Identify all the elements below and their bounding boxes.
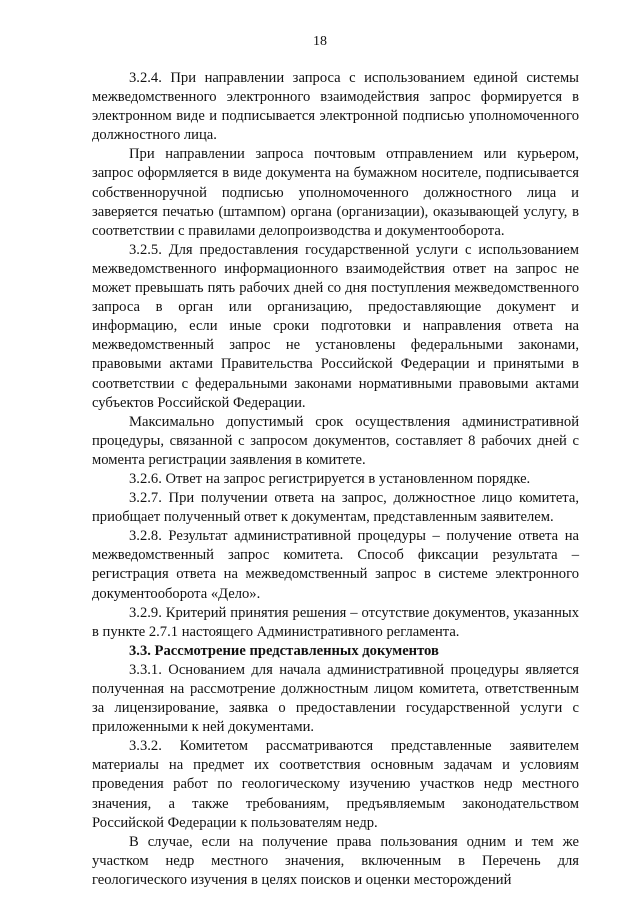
paragraph-3-3-2: 3.3.2. Комитетом рассматриваются представленные заявителем материалы на предмет их соответствия основным задачам и условиям проведения работ по геологическому изучению участков недр местного значения, а также требованиям, предъявляемым законодательством Российской Федерации к пользователям недр. xyxy=(92,738,579,831)
paragraph-postal-request: При направлении запроса почтовым отправлением или курьером, запрос оформляется в виде документа на бумажном носителе, подписывается собственноручной подписью уполномоченного должностного лица и заверяется печатью (штампом) органа (организации), оказывающей услугу, в соответствии с правилами делопроизводства и документооборота. xyxy=(92,146,579,239)
page-number: 18 xyxy=(313,34,327,49)
paragraph-3-2-7: 3.2.7. При получении ответа на запрос, должностное лицо комитета, приобщает полученный ответ к документам, представленным заявителем. xyxy=(92,490,579,526)
section-heading-3-3: 3.3. Рассмотрение представленных документов xyxy=(129,642,439,659)
paragraph-3-2-9: 3.2.9. Критерий принятия решения – отсутствие документов, указанных в пункте 2.7.1 настоящего Административного регламента. xyxy=(92,604,579,640)
paragraph-3-2-8: 3.2.8. Результат административной процедуры – получение ответа на межведомственный запрос комитета. Способ фиксации результата – регистрация ответа на межведомственный запрос в системе электронного документооборота «Дело». xyxy=(92,528,579,602)
paragraph-same-plot: В случае, если на получение права пользования одним и тем же участком недр местного значения, включенным в Перечень для геологического изучения в целях поисков и оценки месторождений xyxy=(92,833,579,888)
paragraph-3-2-4: 3.2.4. При направлении запроса с использованием единой системы межведомственного электронного взаимодействия запрос формируется в электронном виде и подписывается электронной подписью уполномоченного должностного лица. xyxy=(92,70,579,144)
document-body xyxy=(92,69,579,890)
paragraph-max-term: Максимально допустимый срок осуществления административной процедуры, связанной с запросом документов, составляет 8 рабочих дней с момента регистрации заявления в комитете. xyxy=(92,413,579,468)
paragraph-3-2-5: 3.2.5. Для предоставления государственной услуги с использованием межведомственного информационного взаимодействия ответ на запрос не может превышать пять рабочих дней со дня поступления межведомственного запроса в орган или организацию, предоставляющие документ и информацию, если иные сроки подготовки и направления ответа на межведомственный запрос не установлены федеральными законами, правовыми актами Правительства Российской Федерации и принятыми в соответствии с федеральными законами нормативными правовыми актами субъектов Российской Федерации. xyxy=(92,241,579,411)
paragraph-3-3-1: 3.3.1. Основанием для начала административной процедуры является полученная на рассмотрение должностным лицом комитета, ответственным за лицензирование, заявка о предоставлении государственной услуги с приложенными к ней документами. xyxy=(92,661,579,736)
paragraph-3-2-6: 3.2.6. Ответ на запрос регистрируется в установленном порядке. xyxy=(129,470,531,487)
